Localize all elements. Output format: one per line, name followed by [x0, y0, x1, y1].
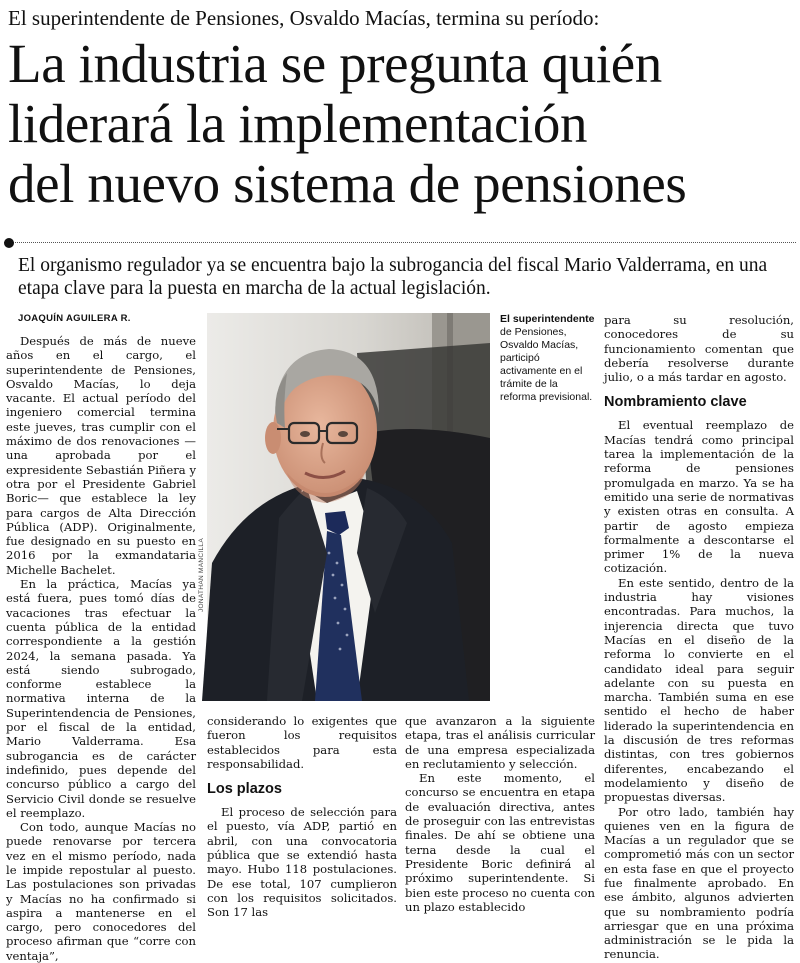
body-column-2 [207, 714, 397, 920]
body-paragraph: En la práctica, Macías ya está fuera, pues tomó días de vacaciones tras efectuar la cuenta pública de la entidad correspondiente a la gestión 2024, la semana pasada. Ya está siendo subrogado, conforme establece la normativa interna de la Superintendencia de Pensiones, por el fiscal de la entidad, Mario Valderrama. Esa subrogancia es de carácter indefinido, pues depende del concurso público a cargo del Servicio Civil donde se resuelve el reemplazo. [6, 577, 196, 820]
headline-line: del nuevo sistema de pensiones [8, 153, 687, 214]
body-paragraph: El eventual reemplazo de Macías tendrá como principal tarea la implementación de la reforma de pensiones promulgada en marzo. Ya se ha emitido una serie de normativas y existen otras en consulta. A partir de agosto empieza formalmente a descontarse el primer 1% de la nueva cotización. [604, 418, 794, 576]
article-kicker: El superintendente de Pensiones, Osvaldo Macías, termina su período: [8, 6, 600, 30]
headline-line: La industria se pregunta quién [8, 33, 662, 94]
body-paragraph: Después de más de nueve años en el cargo, el superintendente de Pensiones, Osvaldo Macías, lo deja vacante. El actual período del ingeniero comercial termina este jueves, tras cumplir con el máximo de dos renovaciones —una aprobada por el expresidente Sebastián Piñera y otra por el Presidente Gabriel Boric— que establece la ley para cargos de Alta Dirección Pública (ADP). Originalmente, fue designado en su puesto en 2016 por la exmandataria Michelle Bachelet. [6, 334, 196, 577]
article-byline: JOAQUÍN AGUILERA R. [18, 313, 131, 324]
section-subhead: Los plazos [207, 781, 282, 798]
body-paragraph: El proceso de selección para el puesto, vía ADP, partió en abril, con una convocatoria pública que se extendió hasta mayo. Hubo 118 postulaciones. De ese total, 107 cumplieron con los requisitos solicitados. Son 17 las [207, 805, 397, 920]
headline-line: liderará la implementación [8, 93, 588, 154]
body-paragraph: Con todo, aunque Macías no puede renovarse por tercera vez en el mismo período, nada le impide repostular al puesto. Las postulaciones son privadas y Macías no ha confirmado si aspira a mantenerse en el cargo, pero conocedores del proceso afirman que “corre con ventaja”, [6, 820, 196, 963]
article-photo [207, 313, 490, 701]
body-paragraph: En este sentido, dentro de la industria hay visiones encontradas. Para muchos, la injerencia directa que tuvo Macías en el diseño de la reforma lo convierte en el candidato ideal para seguir adelante con su puesta en marcha. También suma en ese sentido el hecho de haber liderado la superintendencia en la discusión de tres reformas distintas, con tres gobiernos diferentes, encabezando el modelamiento y diseño de propuestas diversas. [604, 575, 794, 805]
body-paragraph: En este momento, el concurso se encuentra en etapa de evaluación directiva, antes de proseguir con las entrevistas finales. De ahí se obtiene una terna desde la cual el Presidente Boric definirá al próximo superintendente. Si bien este proceso no cuenta con un plazo establecido [405, 771, 595, 914]
photo-caption [500, 313, 596, 404]
caption-text: de Pensiones, Osvaldo Macías, participó activamente en el trámite de la reforma previsional. [500, 326, 593, 403]
body-column-1 [6, 334, 196, 963]
article-deck: El organismo regulador ya se encuentra bajo la subrogancia del fiscal Mario Valderrama, en una etapa clave para la puesta en marcha de la actual legislación. [18, 255, 768, 299]
body-column-4 [604, 313, 794, 962]
article-headline [8, 34, 798, 214]
caption-lead: El superintendente [500, 313, 595, 325]
photo-credit: JONATHAN MANCILLA [198, 538, 205, 612]
portrait-image [207, 313, 490, 701]
deck-divider [4, 242, 796, 243]
body-paragraph: considerando lo exigentes que fueron los requisitos establecidos para esta responsabilidad. [207, 714, 397, 771]
body-paragraph: Por otro lado, también hay quienes ven en la figura de Macías a un regulador que se comprometió más con un sector en esta fase en que el proyecto fue finalmente aprobado. En ese ámbito, algunos advierten que su nombramiento podría arriesgar que en una próxima administración se le pida la renuncia. [604, 804, 794, 962]
body-column-3 [405, 714, 595, 914]
section-subhead: Nombramiento clave [604, 394, 747, 411]
bullet-dot-icon [4, 238, 14, 248]
body-paragraph: que avanzaron a la siguiente etapa, tras el análisis curricular de una empresa especializada en reclutamiento y selección. [405, 714, 595, 771]
body-paragraph: para su resolución, conocedores de su funcionamiento comentan que debería resolverse durante julio, o a más tardar en agosto. [604, 313, 794, 385]
